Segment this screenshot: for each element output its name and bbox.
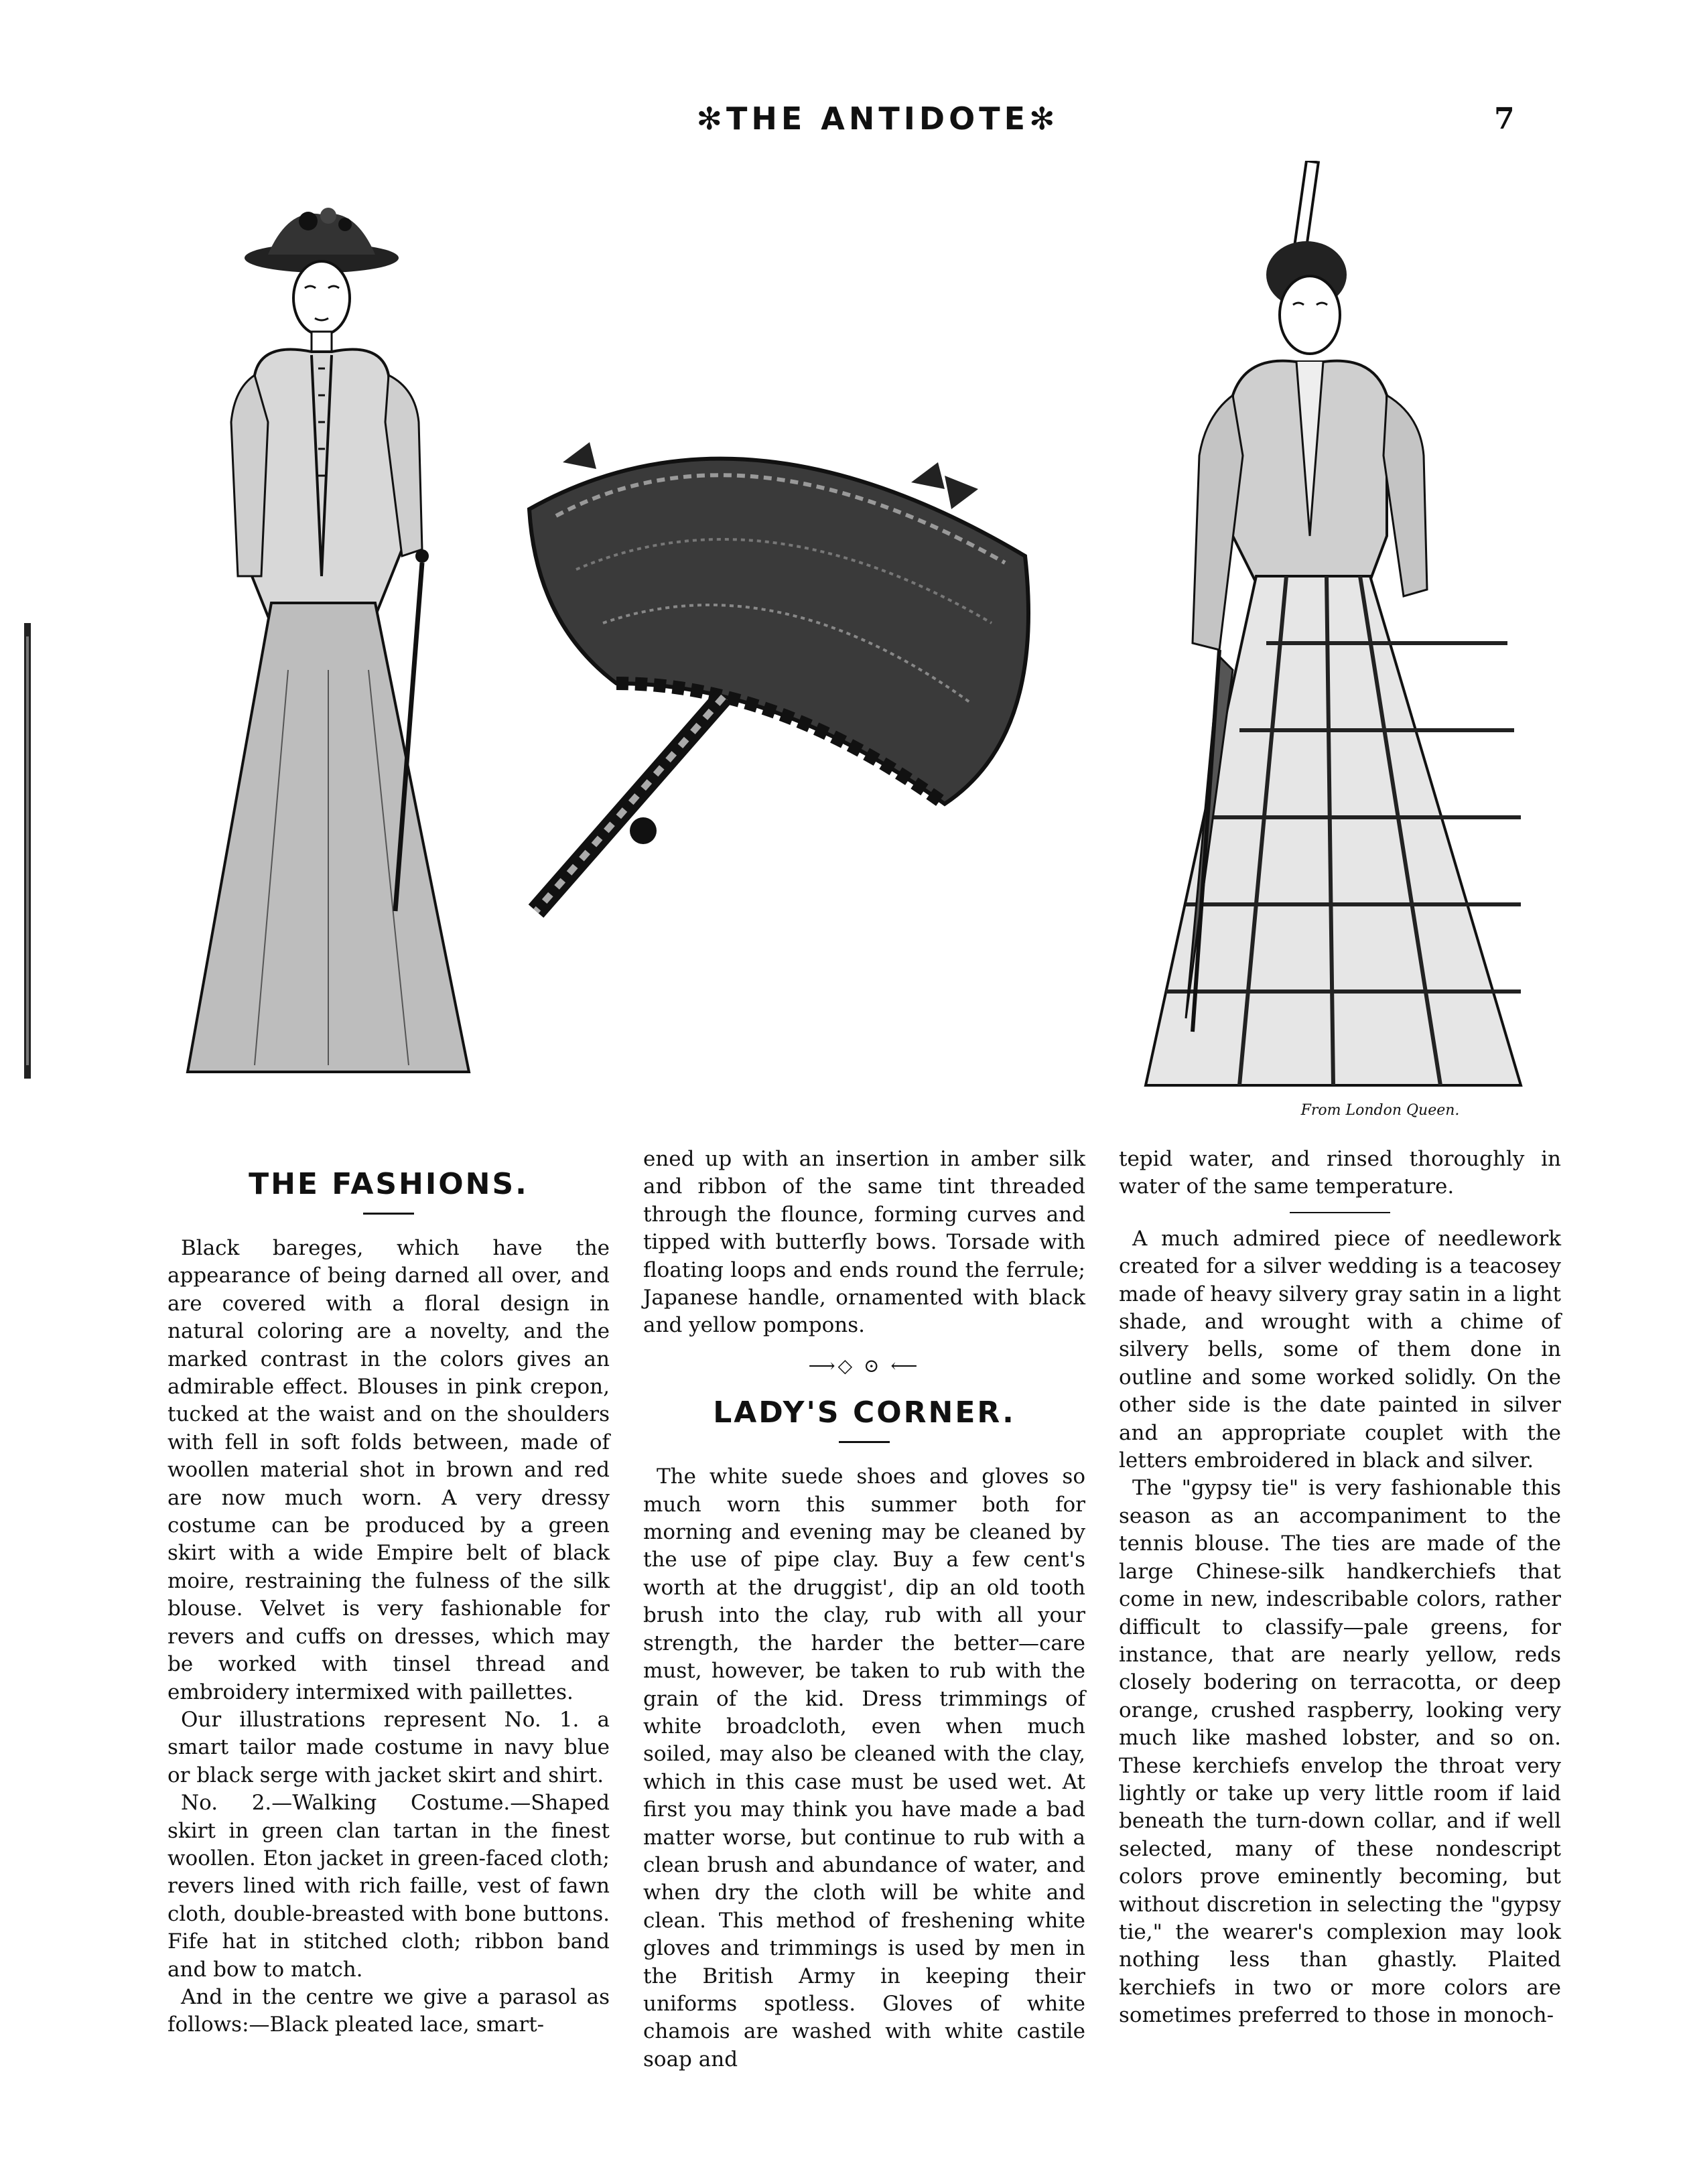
fashions-paragraph-1: Black bareges, which have the appearance of being darned all over, and are covered with a floral design in natural coloring are a novelty, and the marked contrast in the colors gives an admirable effect. Blouses in pink crepon, tucked at the waist and on the shoulders with fell in soft folds between, made of woollen material shot in brown and red are now much worn. A very dressy costume can be produced by a green skirt with a wide Empire belt of black moire, restraining the fulness of the silk blouse. Velvet is very fashionable for revers and cuffs on dresses, which may be worked with tinsel thread and embroidery intermixed with paillettes. — [167, 1236, 610, 1704]
column-fashions — [167, 1146, 610, 2039]
woman-figure-illustration — [154, 201, 502, 1092]
fashions-paragraph-2: Our illustrations represent No. 1. a smart tailor made costume in navy blue or black serge with jacket skirt and shirt. — [167, 1707, 610, 1787]
figure-parasol — [509, 402, 1112, 938]
masthead-title: ✻THE ANTIDOTE✻ — [696, 100, 1059, 137]
fashions-continued-paragraph: ened up with an insertion in amber silk and ribbon of the same tint threaded through the flounce, forming curves and tipped with butterfly bows. Torsade with floating loops and ends round the ferrule; Japanese handle, ornamented with black and yellow pompons. — [643, 1147, 1085, 1338]
title-rule — [839, 1441, 890, 1443]
illustration-credit: From London Queen. — [1300, 1102, 1460, 1119]
cleaning-continued-paragraph: tepid water, and rinsed thoroughly in water of the same temperature. — [1119, 1147, 1561, 1199]
section-title-ladys-corner: LADY'S CORNER. — [713, 1395, 1016, 1430]
figure-tailor-costume — [154, 201, 502, 1092]
page-header — [0, 100, 1687, 161]
fashions-paragraph-4: And in the centre we give a parasol as follows:—Black pleated lace, smart- — [167, 1984, 610, 2037]
column-ladys-corner — [643, 1146, 1085, 2073]
section-divider-ornament: ⟶◇ ⊙ ⟵ — [808, 1354, 921, 1377]
gypsy-tie-paragraph: The "gypsy tie" is very fashionable this season as an accompaniment to the tennis blouse. The ties are made of the large Chinese-silk handkerchiefs that come in new, indescribable colors, rather difficult to classify—pale greens, for instance, that are nearly yellow, reds closely bodering on terracotta, or deep orange, crushed raspberry, looking very much like mashed lobster, and so on. These kerchiefs envelop the throat very lightly or take up very little room if laid beneath the turn-down collar, and if well selected, many of these nondescript colors prove eminently becoming, but without discretion in selecting the "gypsy tie," the wearer's complexion may look nothing less than ghastly. Plaited kerchiefs in two or more colors are sometimes preferred to those in monoch- — [1119, 1476, 1561, 2028]
column-needlework — [1119, 1146, 1561, 2030]
section-title-fashions: THE FASHIONS. — [249, 1167, 529, 1201]
title-rule — [363, 1213, 414, 1215]
page-number: 7 — [1494, 102, 1515, 136]
needlework-paragraph: A much admired piece of needlework created for a silver wedding is a teacosey made of heavy silvery gray satin in a light shade, and wrought with a chime of silvery bells, some of them done in outline and some worked solidly. On the other side is the date painted in silver and an appropriate couplet with the letters embroidered in black and silver. — [1119, 1226, 1561, 1473]
figure-walking-costume — [1105, 161, 1541, 1099]
paragraph-rule — [1290, 1212, 1390, 1213]
fashions-paragraph-3: No. 2.—Walking Costume.—Shaped skirt in green clan tartan in the finest woollen. Eton jacket in green-faced cloth; revers lined with rich faille, vest of fawn cloth, double-breasted with bone buttons. Fife hat in stitched cloth; ribbon band and bow to match. — [167, 1791, 610, 1982]
scan-edge-mark — [20, 623, 35, 1079]
parasol-illustration — [509, 402, 1112, 938]
woman-figure-illustration — [1105, 161, 1541, 1099]
ladys-corner-paragraph-1: The white suede shoes and gloves so much worn this summer both for morning and evening may be cleaned by the use of pipe clay. Buy a few cent's worth at the druggist', dip an old tooth brush into the clay, rub with all your strength, the harder the better—care must, however, be taken to rub with the grain of the kid. Dress trimmings of white broadcloth, even when much soiled, may also be cleaned with the clay, which in this case must be used wet. At first you may think you have made a bad matter worse, but continue to rub with a clean brush and abundance of water, and when dry the cloth will be white and clean. This method of freshening white gloves and trimmings is used by men in the British Army in keeping their uniforms spotless. Gloves of white chamois are washed with white castile soap and — [643, 1464, 1085, 2071]
